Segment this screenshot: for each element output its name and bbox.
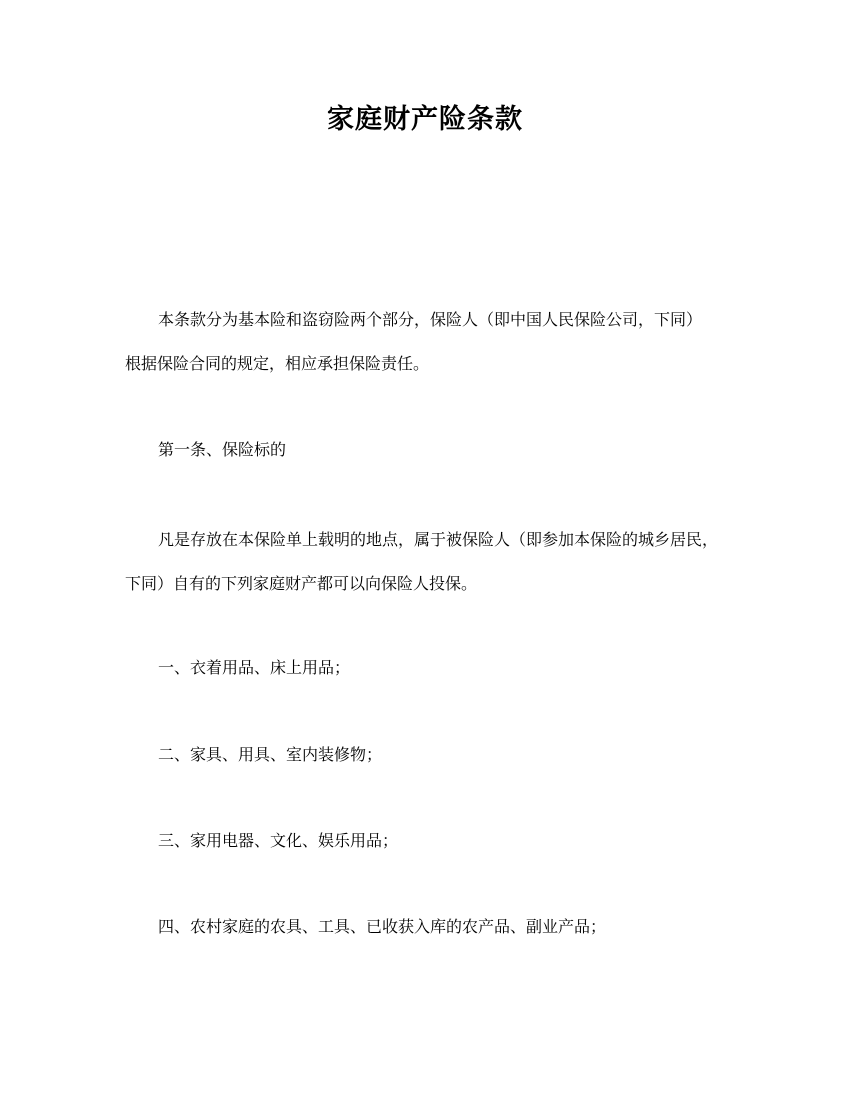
list-item	[125, 905, 725, 949]
list-item-text: 一、衣着用品、床上用品；	[158, 658, 351, 677]
article-1-line-2: 下同）自有的下列家庭财产都可以向保险人投保。	[125, 574, 478, 593]
list-item-text: 三、家用电器、文化、娱乐用品；	[158, 831, 399, 850]
list-item-text: 四、农村家庭的农具、工具、已收获入库的农产品、副业产品；	[158, 917, 607, 936]
intro-line-2: 根据保险合同的规定，相应承担保险责任。	[125, 354, 430, 373]
intro-line-1: 本条款分为基本险和盗窃险两个部分，保险人（即中国人民保险公司，下同）	[158, 310, 703, 329]
article-1-line-1: 凡是存放在本保险单上载明的地点，属于被保险人（即参加本保险的城乡居民，	[158, 530, 719, 549]
article-1-heading-text: 第一条、保险标的	[158, 440, 287, 459]
list-item-text: 二、家具、用具、室内装修物；	[158, 745, 383, 764]
article-1-paragraph	[125, 518, 725, 606]
intro-paragraph	[125, 298, 725, 386]
document-title: 家庭财产险条款	[327, 104, 523, 135]
article-1-heading	[125, 428, 725, 472]
list-item	[125, 733, 725, 777]
list-item	[125, 646, 725, 690]
list-item	[125, 819, 725, 863]
